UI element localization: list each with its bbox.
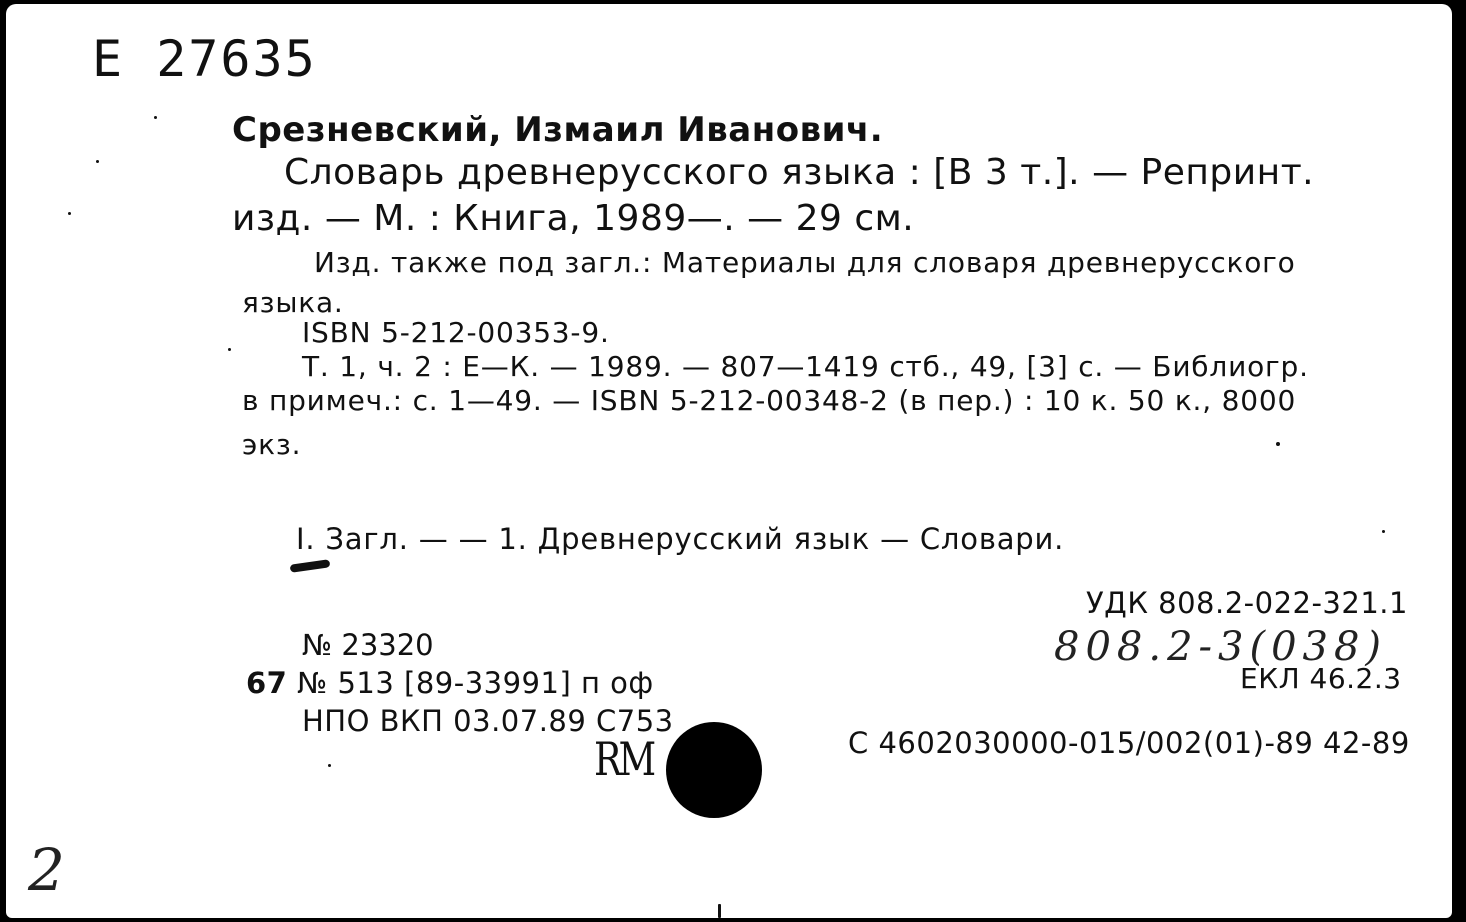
catalog-card <box>6 4 1452 918</box>
isbn-general: ISBN 5-212-00353-9. <box>302 316 610 349</box>
subject-headings: I. Загл. — — 1. Древнерусский язык — Словари. <box>296 522 1065 556</box>
title-line-2: изд. — М. : Книга, 1989—. — 29 см. <box>232 198 915 239</box>
volume-line-1: Т. 1, ч. 2 : Е—К. — 1989. — 807—1419 стб., 49, [3] с. — Библиогр. <box>302 350 1309 383</box>
speck <box>154 116 157 119</box>
registration-prefix: 67 <box>246 666 288 700</box>
publisher-info: НПО ВКП 03.07.89 С753 <box>302 704 674 738</box>
pencil-underline-mark <box>290 559 331 572</box>
speck <box>68 212 71 215</box>
note-line-1: Изд. также под загл.: Материалы для словаря древнерусского <box>314 246 1296 279</box>
speck <box>718 904 721 918</box>
note-line-2: языка. <box>242 286 344 319</box>
volume-line-3: экз. <box>242 428 302 461</box>
registration-number: № 23320 <box>302 628 434 662</box>
volume-line-2: в примеч.: с. 1—49. — ISBN 5-212-00348-2 (в пер.) : 10 к. 50 к., 8000 <box>242 384 1297 417</box>
punched-hole <box>666 722 762 818</box>
handwritten-bbk-note: 808.2-3(038) <box>1054 624 1388 670</box>
catalog-code: С 4602030000-015/002(01)-89 42-89 <box>848 726 1410 760</box>
title-line-1: Словарь древнерусского языка : [В 3 т.]. — Репринт. <box>284 152 1315 193</box>
handwritten-mark: 2 <box>28 836 65 904</box>
registration-order-line <box>246 666 654 700</box>
registration-order: № 513 [89-33991] п оф <box>297 666 654 700</box>
speck <box>228 348 231 351</box>
speck <box>1382 530 1385 533</box>
udk-code: УДК 808.2-022-321.1 <box>1086 586 1408 620</box>
inventory-number: Е 27635 <box>92 30 317 88</box>
speck <box>96 160 99 163</box>
speck <box>328 764 331 767</box>
rm-stamp: RM <box>594 732 653 786</box>
author-heading: Срезневский, Измаил Иванович. <box>232 110 884 150</box>
speck <box>1276 442 1280 446</box>
ekl-code: ЕКЛ 46.2.3 <box>1240 662 1402 695</box>
